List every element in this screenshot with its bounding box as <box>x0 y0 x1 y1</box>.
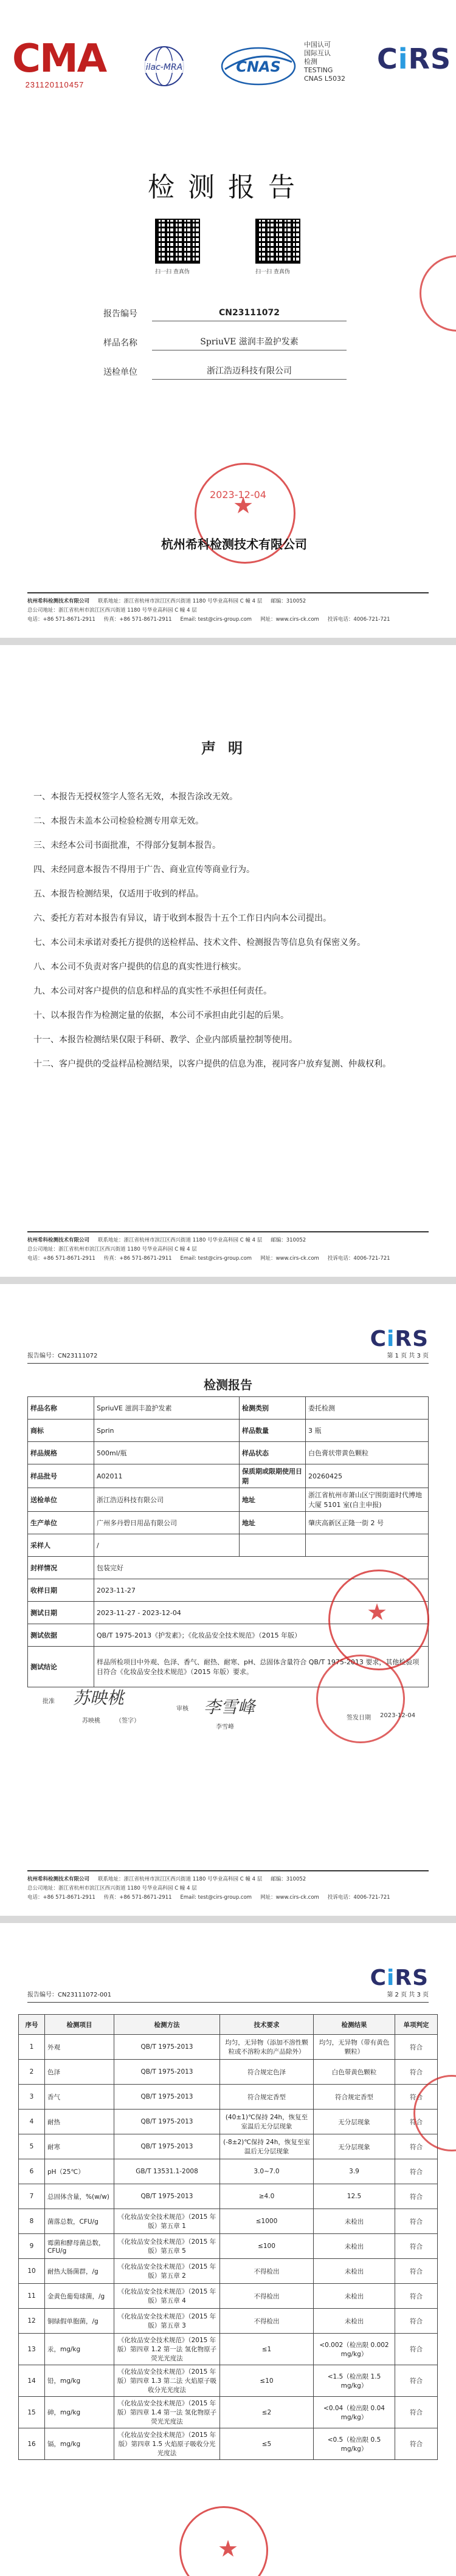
footer-web: 网址：www.cirs-ck.com <box>260 617 319 623</box>
header-report-number: 报告编号：CN23111072 <box>27 1353 98 1359</box>
judgement: 符合 <box>395 2259 438 2284</box>
approver-name: 苏映桃 <box>82 1718 100 1724</box>
test-method: 《化妆品安全技术规范》（2015 年版）第五章 4 <box>114 2284 220 2309</box>
test-method: 《化妆品安全技术规范》（2015 年版）第四章 1.4 第一法 氢化物原子荧光光度法 <box>114 2397 220 2428</box>
issue-date-label: 签发日期 <box>347 1715 371 1721</box>
test-item: 镉，mg/kg <box>45 2428 114 2460</box>
cirs-logo-part: i <box>387 1966 395 1990</box>
footer-tel: 电话：+86 571-8671-2911 <box>27 617 95 623</box>
approved-title: （签字） <box>116 1718 140 1724</box>
field-value: 肇庆高新区正隆一街 2 号 <box>306 1512 429 1534</box>
info-label: 送检单位 <box>103 367 137 377</box>
judgement: 符合 <box>395 2428 438 2460</box>
requirement: ≤2 <box>220 2397 314 2428</box>
table-row <box>19 2159 438 2184</box>
column-header: 单项判定 <box>395 2015 438 2035</box>
approver-signature: 苏映桃 <box>73 1688 125 1708</box>
table-row <box>19 2184 438 2209</box>
info-row <box>103 327 359 356</box>
client-name: 浙江浩迈科技有限公司 <box>152 356 347 380</box>
field-label: 地址 <box>240 1512 306 1534</box>
qr-caption: 扫一扫 查真伪 <box>155 269 190 275</box>
field-label: 收样日期 <box>28 1579 94 1602</box>
cirs-logo <box>370 1966 429 1990</box>
table-row <box>19 2284 438 2309</box>
test-item: 耐寒 <box>45 2134 114 2159</box>
test-result: <0.04（检出限 0.04 mg/kg） <box>314 2397 395 2428</box>
test-method: 《化妆品安全技术规范》（2015 年版）第五章 3 <box>114 2309 220 2334</box>
results-page <box>0 1923 456 2576</box>
requirement: 不得检出 <box>220 2259 314 2284</box>
table-row <box>28 1512 429 1534</box>
requirement: ≤5 <box>220 2428 314 2460</box>
declaration-item: 七、本公司未承诺对委托方提供的送检样品、技术文件、检测报告等信息负有保密义务。 <box>33 938 365 948</box>
declaration-item: 十二、客户提供的受益样品检测结果，以客户提供的信息为准，视同客户放弃复测、仲裁权利。 <box>33 1059 391 1069</box>
field-value: 浙江浩迈科技有限公司 <box>94 1488 240 1512</box>
requirement: 不得检出 <box>220 2309 314 2334</box>
cirs-logo-part: RS <box>395 1966 429 1990</box>
cover-page <box>0 0 456 638</box>
requirement: (-8±2)℃保持 24h，恢复至室温后无分层现象 <box>220 2134 314 2159</box>
cirs-logo-part: C <box>377 43 398 75</box>
judgement: 符合 <box>395 2184 438 2209</box>
info-label: 报告编号 <box>103 309 137 319</box>
field-label: 测试结论 <box>28 1647 94 1687</box>
footer-hotline: 投诉电话：4006-721-721 <box>327 617 390 623</box>
field-label: 样品数量 <box>240 1420 306 1442</box>
footer-fax: 传真：+86 571-8671-2911 <box>103 617 172 623</box>
declaration-item: 四、未经同意本报告不得用于广告、商业宣传等商业行为。 <box>33 865 255 875</box>
judgement: 符合 <box>395 2134 438 2159</box>
table-row <box>19 2309 438 2334</box>
field-value: A02011 <box>94 1464 240 1488</box>
footer-fax: 传真：+86 571-8671-2911 <box>103 1894 172 1901</box>
cnas-logo <box>219 45 298 87</box>
requirement: ≥4.0 <box>220 2184 314 2209</box>
issue-date: 2023-12-04 <box>380 1712 416 1719</box>
declaration-item: 三、未经本公司书面批准，不得部分复制本报告。 <box>33 841 221 850</box>
results-table <box>18 2014 438 2460</box>
test-result: 3.9 <box>314 2159 395 2184</box>
test-item: 总固体含量，%(w/w) <box>45 2184 114 2209</box>
row-number: 11 <box>19 2284 45 2309</box>
test-item: 色泽 <box>45 2060 114 2085</box>
footer-email: Email: test@cirs-group.com <box>180 617 252 623</box>
field-value: 500ml/瓶 <box>94 1442 240 1464</box>
judgement: 符合 <box>395 2334 438 2365</box>
cirs-logo-part: C <box>370 1327 387 1351</box>
declaration-item: 二、本报告未盖本公司检验检测专用章无效。 <box>33 816 204 826</box>
row-number: 7 <box>19 2184 45 2209</box>
field-value: 2023-11-27 <box>94 1579 429 1602</box>
test-item: 铜绿假单胞菌，/g <box>45 2309 114 2334</box>
row-number: 14 <box>19 2365 45 2397</box>
page-footer <box>27 1870 429 1902</box>
row-number: 15 <box>19 2397 45 2428</box>
row-number: 16 <box>19 2428 45 2460</box>
test-method: 《化妆品安全技术规范》（2015 年版）第五章 5 <box>114 2234 220 2259</box>
header-report-number: 报告编号：CN23111072-001 <box>27 1992 112 1998</box>
test-item: 香气 <box>45 2085 114 2110</box>
requirement: ≤1000 <box>220 2209 314 2234</box>
cirs-logo <box>377 43 451 75</box>
test-result: 未检出 <box>314 2234 395 2259</box>
stamp-date: 2023-12-04 <box>210 489 266 501</box>
row-number: 4 <box>19 2110 45 2134</box>
field-value: 2023-11-27 - 2023-12-04 <box>94 1602 429 1624</box>
test-item: 金黄色葡萄球菌，/g <box>45 2284 114 2309</box>
row-number: 3 <box>19 2085 45 2110</box>
auditor-signature: 李雪峰 <box>204 1697 255 1717</box>
footer-email: Email: test@cirs-group.com <box>180 1894 252 1901</box>
row-number: 9 <box>19 2234 45 2259</box>
footer-zip: 邮编：310052 <box>271 1876 306 1882</box>
test-result: 未检出 <box>314 2259 395 2284</box>
audit-label: 审核 <box>176 1706 188 1712</box>
test-method: 《化妆品安全技术规范》（2015 年版）第五章 1 <box>114 2209 220 2234</box>
company-stamp <box>179 2506 268 2576</box>
test-method: QB/T 1975-2013 <box>114 2184 220 2209</box>
judgement: 符合 <box>395 2085 438 2110</box>
table-row <box>19 2209 438 2234</box>
footer-zip: 邮编：310052 <box>271 598 306 604</box>
judgement: 符合 <box>395 2234 438 2259</box>
field-label: 样品名称 <box>28 1397 94 1420</box>
table-row <box>19 2259 438 2284</box>
page-footer <box>27 592 429 624</box>
test-item: pH（25℃） <box>45 2159 114 2184</box>
sample-name: SpriuVE 滋润丰盈护发素 <box>152 327 347 350</box>
footer-web: 网址：www.cirs-ck.com <box>260 1256 319 1262</box>
table-row <box>28 1420 429 1442</box>
requirement: ≤1 <box>220 2334 314 2365</box>
test-result: <0.002（检出限 0.002 mg/kg） <box>314 2334 395 2365</box>
field-value <box>306 1534 429 1557</box>
row-number: 1 <box>19 2035 45 2060</box>
declaration-item: 九、本公司对客户提供的信息和样品的真实性不承担任何责任。 <box>33 986 272 996</box>
cnas-text-line: 检测 <box>304 58 317 66</box>
cma-mark: CMA <box>12 36 106 81</box>
judgement: 符合 <box>395 2209 438 2234</box>
declaration-item: 五、本报告检测结果，仅适用于收到的样品。 <box>33 889 204 899</box>
cirs-logo <box>370 1327 429 1351</box>
requirement: 3.0~7.0 <box>220 2159 314 2184</box>
cnas-text-line: 国际互认 <box>304 49 331 57</box>
field-label: 送检单位 <box>28 1488 94 1512</box>
field-value: 20260425 <box>306 1464 429 1488</box>
test-method: 《化妆品安全技术规范》（2015 年版）第四章 1.2 第一法 氢化物原子荧光光度法 <box>114 2334 220 2365</box>
requirement: 符合规定香型 <box>220 2085 314 2110</box>
table-row <box>28 1534 429 1557</box>
test-result: 无分层现象 <box>314 2134 395 2159</box>
field-value: 委托检测 <box>306 1397 429 1420</box>
column-header: 检测项目 <box>45 2015 114 2035</box>
field-value: Sprin <box>94 1420 240 1442</box>
test-result: <1.5（检出限 1.5 mg/kg） <box>314 2365 395 2397</box>
row-number: 13 <box>19 2334 45 2365</box>
seal-stamp <box>316 1655 405 1743</box>
footer-tel: 电话：+86 571-8671-2911 <box>27 1256 95 1262</box>
info-label: 样品名称 <box>103 338 137 348</box>
table-row <box>19 2110 438 2134</box>
auditor-name: 李雪峰 <box>216 1724 234 1730</box>
field-label: 保质期或限期使用日期 <box>240 1464 306 1488</box>
test-method: QB/T 1975-2013 <box>114 2060 220 2085</box>
row-number: 5 <box>19 2134 45 2159</box>
footer-address: 联系地址：浙江省杭州市滨江区西兴街道 1180 号华业高科园 C 幢 4 层 <box>98 1876 263 1882</box>
field-value: QB/T 1975-2013《护发素》；《化妆品安全技术规范》（2015 年版） <box>94 1624 429 1647</box>
judgement: 符合 <box>395 2110 438 2134</box>
requirement: 均匀，无异物（添加不溶性颗粒或不溶粉末的产品除外） <box>220 2035 314 2060</box>
column-header: 序号 <box>19 2015 45 2035</box>
report-title: 检测报告 <box>148 172 308 203</box>
field-value: SpriuVE 滋润丰盈护发素 <box>94 1397 240 1420</box>
test-result: 无分层现象 <box>314 2110 395 2134</box>
field-label: 商标 <box>28 1420 94 1442</box>
field-value: 3 瓶 <box>306 1420 429 1442</box>
cnas-text-line: 中国认可 <box>304 41 331 49</box>
company-name: 杭州希科检测技术有限公司 <box>161 537 307 552</box>
judgement: 符合 <box>395 2397 438 2428</box>
test-item: 耐热 <box>45 2110 114 2134</box>
declaration-list <box>33 785 423 1076</box>
test-method: QB/T 1975-2013 <box>114 2134 220 2159</box>
qr-caption: 扫一扫 查真伪 <box>255 269 290 275</box>
footer-zip: 邮编：310052 <box>271 1237 306 1243</box>
test-method: 《化妆品安全技术规范》（2015 年版）第四章 1.5 火焰原子吸收分光光度法 <box>114 2428 220 2460</box>
cirs-logo-part: i <box>387 1327 395 1351</box>
row-number: 2 <box>19 2060 45 2085</box>
field-value: 包装完好 <box>94 1557 429 1579</box>
declaration-item: 十、以本报告作为检测定量的依据，本公司不承担由此引起的后果。 <box>33 1011 289 1020</box>
ilac-label: ilac-MRA <box>145 63 183 72</box>
cover-info <box>103 298 359 385</box>
footer-address: 联系地址：浙江省杭州市滨江区西兴街道 1180 号华业高科园 C 幢 4 层 <box>98 598 263 604</box>
table-row <box>19 2397 438 2428</box>
certification-logos <box>12 36 452 98</box>
requirement: 不得检出 <box>220 2284 314 2309</box>
test-item: 菌落总数，CFU/g <box>45 2209 114 2234</box>
declaration-page <box>0 645 456 1277</box>
field-label: 检测类别 <box>240 1397 306 1420</box>
ilac-mra-logo <box>125 45 204 87</box>
cirs-logo-part: i <box>398 43 409 75</box>
test-result: 符合规定香型 <box>314 2085 395 2110</box>
test-result: 未检出 <box>314 2209 395 2234</box>
table-row <box>28 1397 429 1420</box>
test-item: 汞，mg/kg <box>45 2334 114 2365</box>
table-row <box>19 2134 438 2159</box>
cnas-text-line: TESTING <box>304 66 333 74</box>
requirement: (40±1)℃保持 24h，恢复至室温后无分层现象 <box>220 2110 314 2134</box>
judgement: 符合 <box>395 2365 438 2397</box>
page-number: 第 2 页 共 3 页 <box>387 1992 429 1998</box>
test-method: QB/T 1975-2013 <box>114 2085 220 2110</box>
field-value: 样品所检项目中外观、色泽、香气、耐热、耐寒、pH、总固体含量符合 QB/T 1975-2013 要求，其他检验项目符合《化妆品安全技术规范》（2015 年版）要求。 <box>94 1647 429 1687</box>
row-number: 12 <box>19 2309 45 2334</box>
column-header: 检测方法 <box>114 2015 220 2035</box>
footer-email: Email: test@cirs-group.com <box>180 1256 252 1262</box>
test-result: 未检出 <box>314 2284 395 2309</box>
footer-hotline: 投诉电话：4006-721-721 <box>327 1894 390 1901</box>
page-footer <box>27 1231 429 1263</box>
row-number: 6 <box>19 2159 45 2184</box>
row-number: 8 <box>19 2209 45 2234</box>
field-value: 浙江省杭州市萧山区宁围街道时代博地大厦 5101 室(自主申报) <box>306 1488 429 1512</box>
table-row <box>19 2428 438 2460</box>
field-label: 样品批号 <box>28 1464 94 1488</box>
company-stamp <box>328 1570 429 1670</box>
footer-tel: 电话：+86 571-8671-2911 <box>27 1894 95 1901</box>
judgement: 符合 <box>395 2284 438 2309</box>
test-item: 霉菌和酵母菌总数，CFU/g <box>45 2234 114 2259</box>
field-label: 封样情况 <box>28 1557 94 1579</box>
column-header: 检测结果 <box>314 2015 395 2035</box>
test-item: 铅，mg/kg <box>45 2365 114 2397</box>
test-method: QB/T 1975-2013 <box>114 2035 220 2060</box>
footer-company: 杭州希科检测技术有限公司 <box>27 1876 90 1882</box>
results-body <box>19 2035 438 2460</box>
footer-fax: 传真：+86 571-8671-2911 <box>103 1256 172 1262</box>
table-row <box>28 1442 429 1464</box>
test-item: 砷，mg/kg <box>45 2397 114 2428</box>
approved-label: 批准 <box>43 1698 55 1705</box>
test-method: 《化妆品安全技术规范》（2015 年版）第四章 1.3 第二法 火焰原子吸收分光光度法 <box>114 2365 220 2397</box>
field-label: 地址 <box>240 1488 306 1512</box>
footer-hotline: 投诉电话：4006-721-721 <box>327 1256 390 1262</box>
cirs-logo-part: RS <box>408 43 452 75</box>
field-label: 采样人 <box>28 1534 94 1557</box>
requirement: ≤100 <box>220 2234 314 2259</box>
row-number: 10 <box>19 2259 45 2284</box>
test-result: 均匀，无异物（带有黄色颗粒） <box>314 2035 395 2060</box>
test-item: 耐热大肠菌群，/g <box>45 2259 114 2284</box>
field-label: 样品规格 <box>28 1442 94 1464</box>
cma-number: 231120110457 <box>25 80 85 89</box>
test-item: 外观 <box>45 2035 114 2060</box>
field-label: 生产单位 <box>28 1512 94 1534</box>
qr-code <box>255 219 300 264</box>
judgement: 符合 <box>395 2060 438 2085</box>
seal-stamp <box>420 255 456 332</box>
test-method: GB/T 13531.1-2008 <box>114 2159 220 2184</box>
footer-address: 总公司地址：浙江省杭州市滨江区西兴街道 1180 号华业高科园 C 幢 4 层 <box>27 1885 197 1891</box>
report-number: CN23111072 <box>152 298 347 321</box>
test-method: 《化妆品安全技术规范》（2015 年版）第五章 2 <box>114 2259 220 2284</box>
field-value: 广州多丹碧日用品有限公司 <box>94 1512 240 1534</box>
declaration-title: 声明 <box>201 739 255 757</box>
footer-web: 网址：www.cirs-ck.com <box>260 1894 319 1901</box>
table-row <box>19 2060 438 2085</box>
info-row <box>103 298 359 327</box>
info-row <box>103 356 359 385</box>
cnas-text <box>304 41 345 83</box>
test-result: 12.5 <box>314 2184 395 2209</box>
cirs-logo-part: RS <box>395 1327 429 1351</box>
field-label: 测试依据 <box>28 1624 94 1647</box>
judgement: 符合 <box>395 2309 438 2334</box>
page-number: 第 1 页 共 3 页 <box>387 1353 429 1359</box>
declaration-item: 一、本报告无授权签字人签名无效，本报告涂改无效。 <box>33 792 238 802</box>
cma-logo <box>12 36 106 89</box>
field-value: / <box>94 1534 240 1557</box>
footer-address: 总公司地址：浙江省杭州市滨江区西兴街道 1180 号华业高科园 C 幢 4 层 <box>27 607 197 613</box>
table-row <box>19 2234 438 2259</box>
test-result: 白色带黄色颗粒 <box>314 2060 395 2085</box>
table-row <box>19 2035 438 2060</box>
declaration-item: 六、委托方若对本报告有异议，请于收到本报告十五个工作日内向本公司提出。 <box>33 914 331 923</box>
footer-address: 联系地址：浙江省杭州市滨江区西兴街道 1180 号华业高科园 C 幢 4 层 <box>98 1237 263 1243</box>
section-title: 检测报告 <box>204 1378 252 1392</box>
test-result: <0.5（检出限 0.5 mg/kg） <box>314 2428 395 2460</box>
field-label: 测试日期 <box>28 1602 94 1624</box>
footer-address: 总公司地址：浙江省杭州市滨江区西兴街道 1180 号华业高科园 C 幢 4 层 <box>27 1246 197 1252</box>
page-header <box>27 1966 429 2003</box>
table-row <box>19 2334 438 2365</box>
cnas-label: CNAS <box>236 58 281 75</box>
table-row <box>28 1488 429 1512</box>
declaration-item: 八、本公司不负责对客户提供的信息的真实性进行核实。 <box>33 962 246 972</box>
test-result: 未检出 <box>314 2309 395 2334</box>
table-header-row <box>19 2015 438 2035</box>
report-info-page <box>0 1284 456 1916</box>
judgement: 符合 <box>395 2159 438 2184</box>
field-value: 白色膏状带黄色颗粒 <box>306 1442 429 1464</box>
cirs-logo-part: C <box>370 1966 387 1990</box>
field-label: 样品状态 <box>240 1442 306 1464</box>
cnas-text-line: CNAS L5032 <box>304 75 346 83</box>
page-header <box>27 1327 429 1364</box>
test-method: QB/T 1975-2013 <box>114 2110 220 2134</box>
requirement: ≤10 <box>220 2365 314 2397</box>
field-label <box>240 1534 306 1557</box>
requirement: 符合规定色泽 <box>220 2060 314 2085</box>
footer-company: 杭州希科检测技术有限公司 <box>27 1237 90 1243</box>
table-row <box>19 2085 438 2110</box>
qr-code <box>155 219 200 264</box>
column-header: 技术要求 <box>220 2015 314 2035</box>
table-row <box>19 2365 438 2397</box>
footer-company: 杭州希科检测技术有限公司 <box>27 598 90 604</box>
declaration-item: 十一、本报告检测结果仅限于科研、教学、企业内部质量控制等使用。 <box>33 1035 297 1045</box>
table-row <box>28 1464 429 1488</box>
judgement: 符合 <box>395 2035 438 2060</box>
